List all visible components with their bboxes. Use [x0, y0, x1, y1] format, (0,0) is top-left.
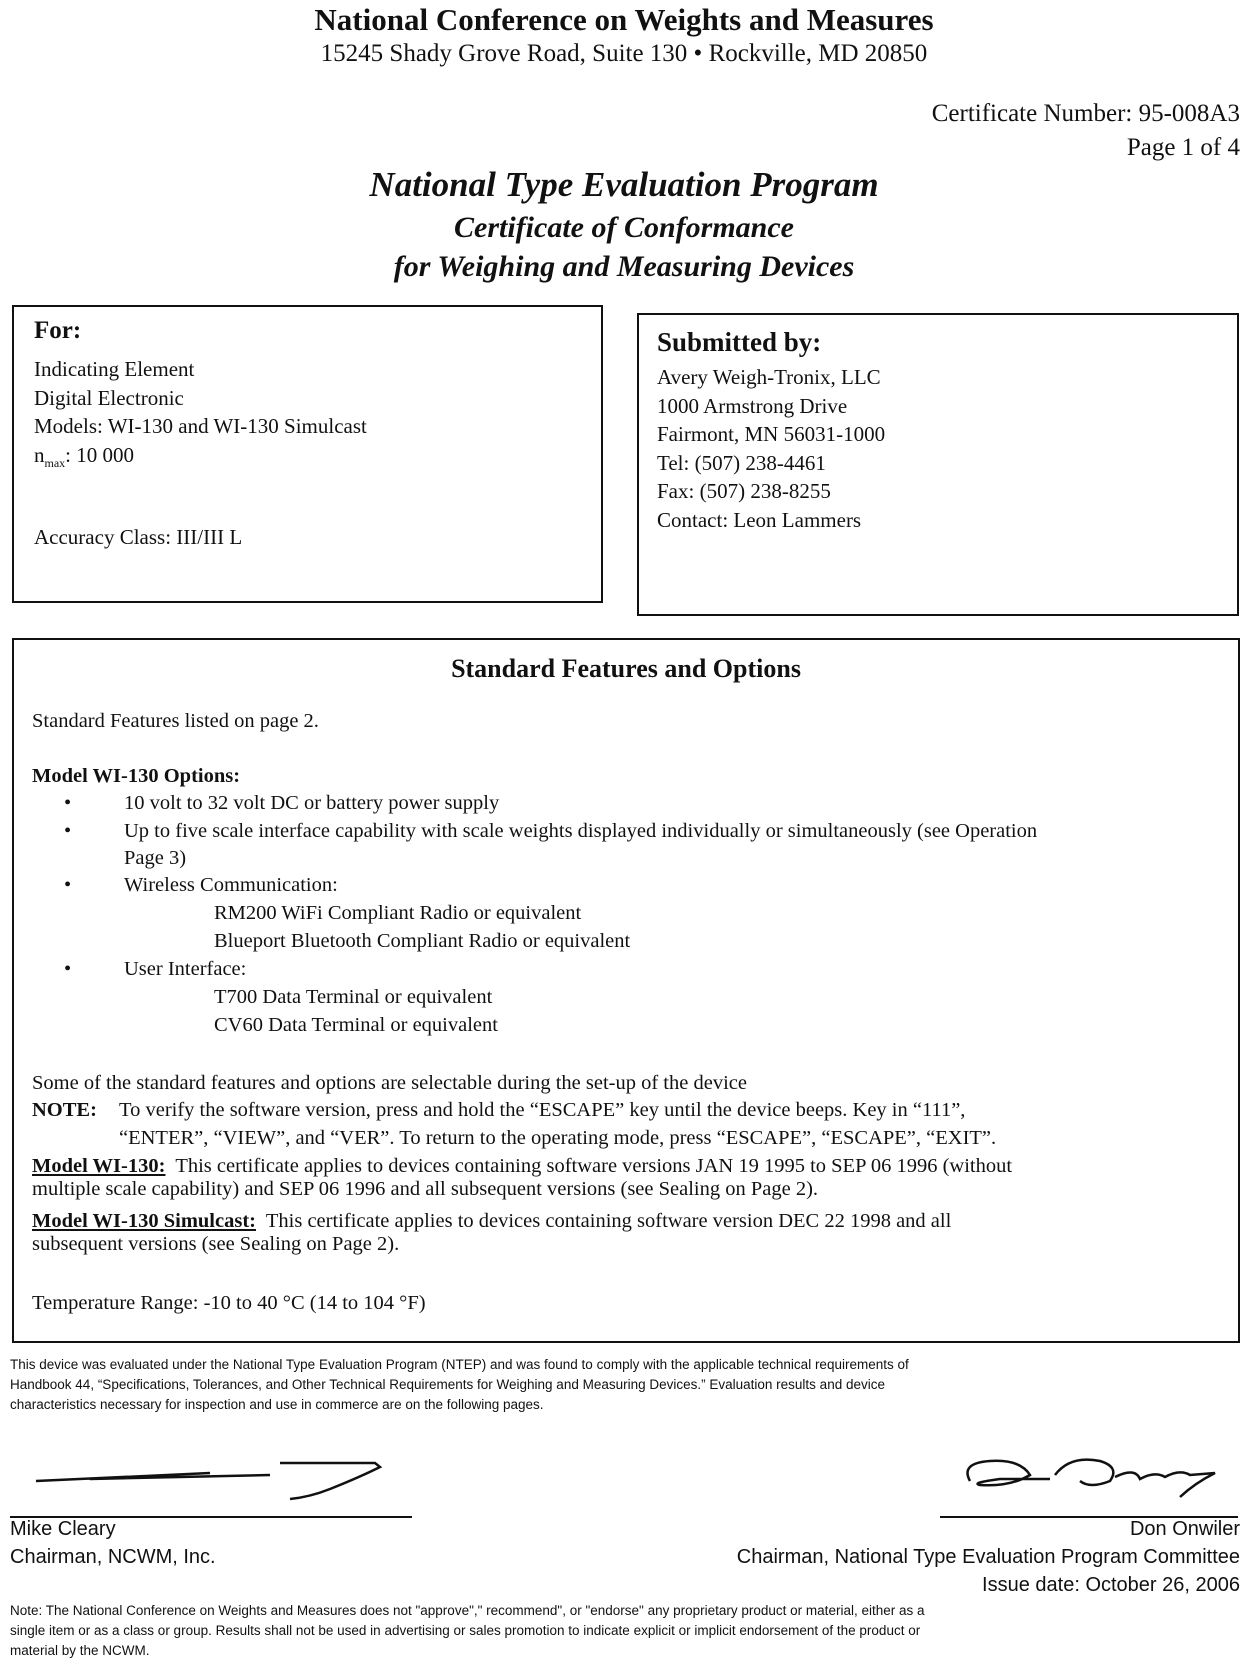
certificate-number — [932, 100, 1240, 128]
features-intro: Standard Features listed on page 2. — [32, 710, 319, 732]
footnote: Note: The National Conference on Weights and Measures does not "approve"," recommend", or "endorse" any proprietary product or material, either as a single item or as a class or group. Results shall not be used in advertising or sales promotion to indicate explicit or implicit endorsement of the product or material by the NCWM. — [10, 1603, 925, 1658]
model-wi130-label: Model WI-130: — [32, 1155, 166, 1177]
features-heading: Standard Features and Options — [451, 654, 801, 683]
selectable-note: Some of the standard features and options are selectable during the set-up of the device — [32, 1072, 747, 1094]
submitter-city: Fairmont, MN 56031-1000 — [657, 422, 886, 446]
device-models: Models: WI-130 and WI-130 Simulcast — [34, 414, 367, 438]
org-address: 15245 Shady Grove Road, Suite 130 • Rockville, MD 20850 — [320, 40, 928, 67]
nmax: $n_{max}$: 10 000 — [34, 442, 135, 470]
for-box — [12, 305, 603, 603]
submitter-fax: Fax: (507) 238-8255 — [657, 479, 831, 503]
compliance-statement: This device was evaluated under the National Type Evaluation Program (NTEP) and was found to comply with the applicable technical requirements of Handbook 44, “Specifications, Tolerances, and Other Technical Requirements for Weighing and Measuring Devices.” Evaluation results and device characteristics necessary for inspection and use in commerce are on the following pages. — [10, 1357, 909, 1412]
program-title: National Type Evaluation Program — [369, 165, 879, 204]
signature-right — [940, 1445, 1240, 1515]
submitted-heading: Submitted by: — [657, 327, 822, 357]
wireless-wifi: RM200 WiFi Compliant Radio or equivalent — [214, 902, 582, 924]
note-label: NOTE: — [32, 1099, 97, 1121]
device-type: Indicating Element — [34, 357, 195, 381]
bullet-icon: • — [64, 958, 72, 980]
ui-t700: T700 Data Terminal or equivalent — [214, 986, 493, 1008]
certificate-subtitle: for Weighing and Measuring Devices — [393, 250, 855, 283]
bullet-icon: • — [64, 792, 72, 814]
submitter-details — [657, 363, 885, 534]
issue-date: Issue date: October 26, 2006 — [982, 1574, 1240, 1596]
bullet-icon: • — [64, 874, 72, 896]
certificate-number-label: Certificate Number: — [931, 100, 1133, 127]
certificate-title: Certificate of Conformance — [454, 211, 794, 244]
signer-left-name: Mike Cleary — [10, 1518, 116, 1540]
page-indicator: Page 1 of 4 — [1126, 134, 1240, 161]
temperature-range: Temperature Range: -10 to 40 °C (14 to 104 °F) — [32, 1292, 426, 1314]
certificate-number-value: 95-008A3 — [1138, 100, 1240, 127]
model-simulcast-label: Model WI-130 Simulcast: — [32, 1210, 256, 1232]
model-simulcast-scope: Model WI-130 Simulcast: This certificate applies to devices containing software version DEC 22 1998 and all subsequent versions (see Sealing on Page 2). — [32, 1210, 952, 1255]
submitter-company: Avery Weigh-Tronix, LLC — [657, 365, 881, 389]
accuracy-class: Accuracy Class: III/III L — [34, 525, 243, 549]
org-name: National Conference on Weights and Measures — [314, 2, 934, 37]
options-heading: Model WI-130 Options: — [32, 765, 241, 787]
signer-right-title: Chairman, National Type Evaluation Program Committee — [736, 1546, 1240, 1568]
submitted-box — [637, 313, 1239, 616]
features-box: Standard Features and Options Standard Features listed on page 2. Model WI-130 Options: • 10 volt to 32 volt DC or battery power supply • Up to five scale interface capability with scale weights displayed individually or simultaneously (see Operation Page 3) • Wireless Communication: RM200 WiFi Compliant Radio or equivalent Blueport Bluetooth Compliant Radio or equivalent • User Interface: T700 Data Terminal or equivalent CV60 Data Terminal or equivalent Some of the standard features and options are selectable during the set-up of the device NOTE: To verify the software version, press and hold the “ESCAPE” key until the device beeps. Key in “111”, “ENTER”, “VIEW”, and “VER”. To return to the operating mode, press “ESCAPE”, “ESCAPE”, “EXIT”. Model WI-130: This certificate applies to devices containing software versions JAN 19 1995 to SEP 06 1996 (without multiple scale capability) and SEP 06 1996 and all subsequent versions (see Sealing on Page 2). Model WI-130 Simulcast: This certificate applies to devices containing software version DEC 22 1998 and all subsequent versions (see Sealing on Page 2). Temperature Range: -10 to 40 °C (14 to 104 °F) — [12, 638, 1240, 1343]
bullet-icon: • — [64, 820, 72, 842]
signer-right-name: Don Onwiler — [1129, 1518, 1240, 1540]
for-details — [34, 355, 367, 477]
submitter-street: 1000 Armstrong Drive — [657, 393, 848, 418]
submitter-tel: Tel: (507) 238-4461 — [657, 450, 826, 475]
wireless-bluetooth: Blueport Bluetooth Compliant Radio or equivalent — [214, 930, 631, 952]
device-category: Digital Electronic — [34, 385, 184, 410]
submitter-contact: Contact: Leon Lammers — [657, 507, 862, 532]
for-heading: For: — [34, 317, 82, 344]
signer-left-title: Chairman, NCWM, Inc. — [10, 1546, 216, 1568]
model-wi130-scope: Model WI-130: This certificate applies to devices containing software versions JAN 19 1995 to SEP 06 1996 (without multiple scale capability) and SEP 06 1996 and all subsequent versions (see Sealing on Page 2). — [32, 1155, 1013, 1200]
signature-left — [30, 1455, 390, 1515]
ui-cv60: CV60 Data Terminal or equivalent — [214, 1014, 498, 1036]
